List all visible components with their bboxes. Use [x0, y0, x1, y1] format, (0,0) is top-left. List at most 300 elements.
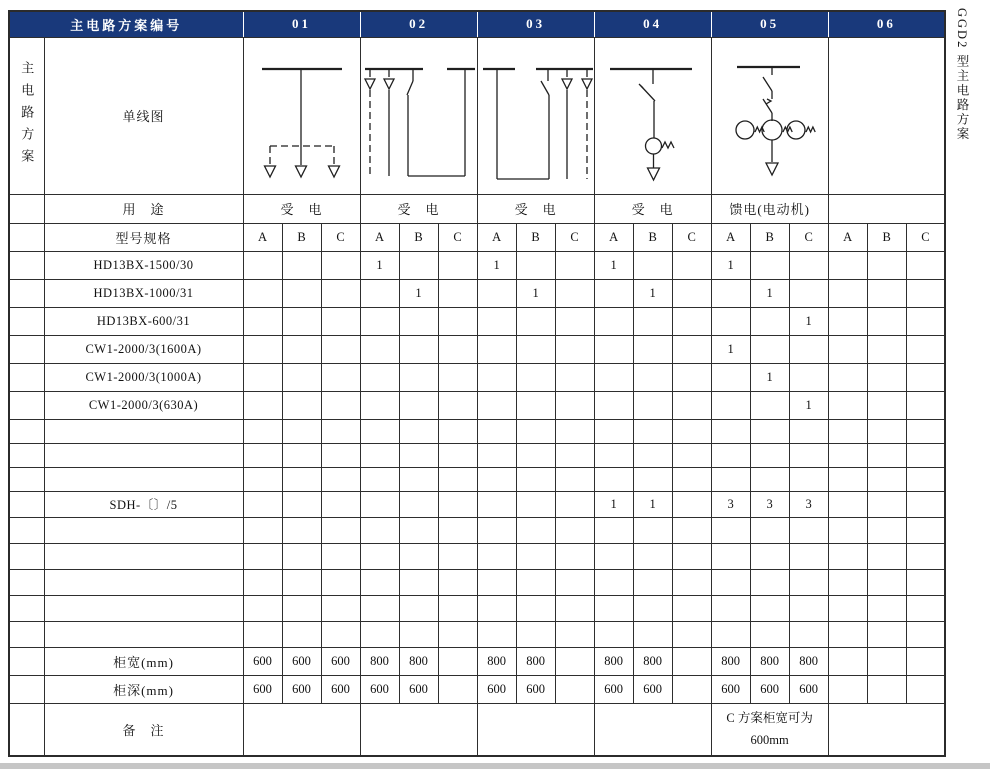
remark-value	[477, 703, 594, 756]
empty-cell	[633, 419, 672, 443]
quantity-cell	[282, 363, 321, 391]
empty-cell	[360, 543, 399, 569]
empty-cell	[750, 543, 789, 569]
depth-value: 600	[789, 675, 828, 703]
empty-cell	[321, 419, 360, 443]
quantity-cell	[321, 363, 360, 391]
quantity-cell	[477, 363, 516, 391]
empty-cell	[828, 569, 867, 595]
side-caption: GGD2 型主电路方案	[955, 8, 969, 142]
quantity-cell	[672, 335, 711, 363]
model-label: CW1-2000/3(630A)	[44, 391, 243, 419]
remark-row	[9, 703, 945, 756]
quantity-cell	[789, 363, 828, 391]
quantity-cell	[321, 279, 360, 307]
quantity-cell	[867, 279, 906, 307]
empty-cell	[672, 595, 711, 621]
model-label: CW1-2000/3(1600A)	[44, 335, 243, 363]
empty-cell	[906, 467, 945, 491]
empty-cell	[711, 543, 750, 569]
quantity-cell	[672, 363, 711, 391]
quantity-cell	[243, 251, 282, 279]
empty-cell	[633, 621, 672, 647]
quantity-cell	[438, 251, 477, 279]
spacer-cell	[9, 419, 44, 443]
spacer-cell	[9, 595, 44, 621]
quantity-cell	[633, 363, 672, 391]
subcol-header: A	[828, 223, 867, 251]
quantity-cell	[516, 491, 555, 517]
empty-cell	[711, 443, 750, 467]
single-line-diagram-05	[711, 37, 828, 194]
empty-cell	[438, 419, 477, 443]
model-row	[9, 391, 945, 419]
table-body-section	[9, 194, 945, 756]
single-line-diagram-06-empty	[828, 37, 945, 194]
quantity-cell	[399, 391, 438, 419]
empty-row	[9, 467, 945, 491]
usage-value: 馈电(电动机)	[711, 194, 828, 223]
empty-cell	[360, 621, 399, 647]
empty-cell	[867, 595, 906, 621]
usage-value: 受 电	[243, 194, 360, 223]
empty-label	[44, 621, 243, 647]
empty-cell	[399, 419, 438, 443]
empty-cell	[243, 467, 282, 491]
quantity-cell	[828, 335, 867, 363]
quantity-cell	[516, 335, 555, 363]
empty-row	[9, 621, 945, 647]
width-value: 800	[399, 647, 438, 675]
subcol-header: B	[282, 223, 321, 251]
usage-row	[9, 194, 945, 223]
bottom-shadow-strip	[0, 763, 990, 769]
empty-cell	[477, 467, 516, 491]
depth-value	[438, 675, 477, 703]
width-value: 800	[477, 647, 516, 675]
subcol-header: A	[594, 223, 633, 251]
empty-cell	[672, 419, 711, 443]
model-row	[9, 307, 945, 335]
usage-label: 用 途	[44, 194, 243, 223]
empty-cell	[321, 621, 360, 647]
sdh-label: SDH-〔〕/5	[44, 491, 243, 517]
model-label: CW1-2000/3(1000A)	[44, 363, 243, 391]
quantity-cell	[360, 491, 399, 517]
empty-cell	[633, 595, 672, 621]
quantity-cell	[282, 491, 321, 517]
empty-row	[9, 569, 945, 595]
subcol-header: A	[711, 223, 750, 251]
quantity-cell	[321, 251, 360, 279]
empty-cell	[828, 595, 867, 621]
width-row	[9, 647, 945, 675]
quantity-cell	[243, 491, 282, 517]
quantity-cell	[906, 251, 945, 279]
quantity-cell: 1	[750, 279, 789, 307]
empty-cell	[750, 517, 789, 543]
empty-cell	[399, 621, 438, 647]
diagram-section	[9, 37, 945, 194]
quantity-cell	[672, 307, 711, 335]
empty-cell	[282, 443, 321, 467]
empty-cell	[633, 467, 672, 491]
quantity-cell	[906, 279, 945, 307]
empty-cell	[828, 621, 867, 647]
usage-value	[828, 194, 945, 223]
empty-cell	[789, 621, 828, 647]
empty-cell	[399, 443, 438, 467]
remark-value	[594, 703, 711, 756]
depth-value: 600	[516, 675, 555, 703]
spacer-cell	[9, 251, 44, 279]
width-value	[438, 647, 477, 675]
left-group-label: 主电路方案	[19, 60, 35, 171]
quantity-cell	[243, 391, 282, 419]
quantity-cell: 1	[516, 279, 555, 307]
quantity-cell	[867, 251, 906, 279]
empty-cell	[750, 443, 789, 467]
quantity-cell	[438, 307, 477, 335]
quantity-cell	[633, 251, 672, 279]
quantity-cell	[594, 391, 633, 419]
header-row	[9, 11, 945, 37]
quantity-cell: 1	[789, 391, 828, 419]
empty-cell	[633, 543, 672, 569]
sdh-row	[9, 491, 945, 517]
empty-cell	[360, 443, 399, 467]
empty-cell	[594, 543, 633, 569]
empty-cell	[243, 517, 282, 543]
quantity-cell: 1	[750, 363, 789, 391]
diagram-row	[9, 37, 945, 194]
quantity-cell	[321, 335, 360, 363]
width-value: 800	[711, 647, 750, 675]
empty-cell	[516, 543, 555, 569]
model-row	[9, 251, 945, 279]
spacer-cell	[9, 647, 44, 675]
quantity-cell	[282, 251, 321, 279]
empty-label	[44, 419, 243, 443]
subcol-header: C	[789, 223, 828, 251]
quantity-cell	[477, 279, 516, 307]
remark-value	[711, 703, 828, 756]
empty-cell	[282, 517, 321, 543]
model-row	[9, 363, 945, 391]
depth-value	[555, 675, 594, 703]
empty-cell	[750, 621, 789, 647]
empty-label	[44, 443, 243, 467]
empty-cell	[516, 595, 555, 621]
quantity-cell	[789, 251, 828, 279]
model-label: HD13BX-600/31	[44, 307, 243, 335]
quantity-cell	[789, 279, 828, 307]
empty-cell	[633, 569, 672, 595]
spacer-cell	[9, 517, 44, 543]
remark-label: 备 注	[44, 703, 243, 756]
quantity-cell	[243, 363, 282, 391]
left-group-cell	[9, 37, 44, 194]
empty-row	[9, 517, 945, 543]
empty-cell	[867, 569, 906, 595]
empty-cell	[594, 569, 633, 595]
empty-cell	[906, 517, 945, 543]
quantity-cell	[321, 391, 360, 419]
empty-cell	[243, 443, 282, 467]
empty-cell	[711, 517, 750, 543]
empty-cell	[672, 467, 711, 491]
quantity-cell	[828, 307, 867, 335]
quantity-cell: 1	[594, 251, 633, 279]
empty-cell	[516, 517, 555, 543]
empty-cell	[711, 419, 750, 443]
spacer-cell	[9, 467, 44, 491]
empty-cell	[477, 569, 516, 595]
empty-cell	[750, 569, 789, 595]
subcol-header: B	[516, 223, 555, 251]
quantity-cell	[360, 363, 399, 391]
quantity-cell	[438, 335, 477, 363]
quantity-cell	[243, 279, 282, 307]
quantity-cell	[828, 391, 867, 419]
subcol-header: B	[750, 223, 789, 251]
spacer-cell	[9, 703, 44, 756]
header-title: 主电路方案编号	[9, 11, 243, 37]
quantity-cell	[633, 307, 672, 335]
empty-cell	[438, 517, 477, 543]
quantity-cell	[750, 391, 789, 419]
empty-cell	[477, 419, 516, 443]
depth-value	[828, 675, 867, 703]
quantity-cell	[360, 279, 399, 307]
empty-row	[9, 419, 945, 443]
empty-row	[9, 595, 945, 621]
empty-cell	[906, 621, 945, 647]
quantity-cell	[672, 251, 711, 279]
circuit-diagram-03-icon	[478, 38, 595, 194]
quantity-cell	[399, 307, 438, 335]
empty-cell	[516, 419, 555, 443]
empty-cell	[282, 569, 321, 595]
quantity-cell	[360, 391, 399, 419]
spacer-cell	[9, 363, 44, 391]
single-line-diagram-03	[477, 37, 594, 194]
empty-row	[9, 543, 945, 569]
quantity-cell	[867, 363, 906, 391]
usage-value: 受 电	[477, 194, 594, 223]
empty-cell	[828, 467, 867, 491]
quantity-cell: 1	[399, 279, 438, 307]
quantity-cell	[438, 391, 477, 419]
empty-cell	[399, 543, 438, 569]
quantity-cell	[477, 335, 516, 363]
quantity-cell	[672, 279, 711, 307]
quantity-cell	[243, 307, 282, 335]
empty-cell	[438, 467, 477, 491]
quantity-cell	[828, 251, 867, 279]
empty-cell	[828, 517, 867, 543]
empty-cell	[906, 569, 945, 595]
empty-cell	[555, 595, 594, 621]
empty-cell	[321, 443, 360, 467]
quantity-cell	[750, 335, 789, 363]
empty-cell	[906, 543, 945, 569]
quantity-cell	[243, 335, 282, 363]
depth-value: 600	[399, 675, 438, 703]
quantity-cell	[906, 307, 945, 335]
single-line-diagram-04	[594, 37, 711, 194]
remark-line: 600mm	[750, 733, 789, 748]
empty-cell	[711, 595, 750, 621]
width-value: 600	[243, 647, 282, 675]
empty-cell	[594, 517, 633, 543]
empty-cell	[321, 543, 360, 569]
empty-cell	[672, 569, 711, 595]
quantity-cell	[282, 307, 321, 335]
empty-cell	[672, 621, 711, 647]
depth-row	[9, 675, 945, 703]
quantity-cell	[906, 363, 945, 391]
quantity-cell	[750, 307, 789, 335]
empty-cell	[477, 595, 516, 621]
depth-value: 600	[633, 675, 672, 703]
empty-cell	[555, 543, 594, 569]
width-value	[867, 647, 906, 675]
quantity-cell: 1	[477, 251, 516, 279]
scheme-number: 03	[477, 11, 594, 37]
quantity-cell	[867, 491, 906, 517]
empty-cell	[906, 595, 945, 621]
quantity-cell	[750, 251, 789, 279]
quantity-cell: 3	[750, 491, 789, 517]
width-value: 800	[594, 647, 633, 675]
quantity-cell	[906, 491, 945, 517]
empty-cell	[243, 621, 282, 647]
depth-value: 600	[360, 675, 399, 703]
model-label: HD13BX-1000/31	[44, 279, 243, 307]
empty-cell	[555, 443, 594, 467]
empty-cell	[243, 569, 282, 595]
empty-cell	[477, 517, 516, 543]
width-value: 600	[282, 647, 321, 675]
depth-value: 600	[594, 675, 633, 703]
empty-cell	[282, 595, 321, 621]
spacer-cell	[9, 675, 44, 703]
empty-label	[44, 569, 243, 595]
empty-cell	[438, 621, 477, 647]
width-label: 柜宽(mm)	[44, 647, 243, 675]
quantity-cell	[399, 363, 438, 391]
table-head-section	[9, 11, 945, 37]
scheme-table	[8, 10, 946, 757]
empty-cell	[789, 467, 828, 491]
subcol-header: A	[360, 223, 399, 251]
spacer-cell	[9, 491, 44, 517]
empty-cell	[243, 419, 282, 443]
empty-cell	[438, 569, 477, 595]
empty-cell	[399, 517, 438, 543]
empty-cell	[594, 595, 633, 621]
scheme-number: 02	[360, 11, 477, 37]
empty-cell	[516, 621, 555, 647]
quantity-cell: 1	[711, 335, 750, 363]
width-value: 800	[633, 647, 672, 675]
spacer-cell	[9, 335, 44, 363]
empty-cell	[828, 543, 867, 569]
subcol-header: A	[477, 223, 516, 251]
depth-value	[906, 675, 945, 703]
depth-value: 600	[711, 675, 750, 703]
spacer-cell	[9, 391, 44, 419]
quantity-cell	[555, 279, 594, 307]
empty-cell	[438, 443, 477, 467]
quantity-cell	[828, 279, 867, 307]
quantity-cell	[438, 279, 477, 307]
empty-cell	[477, 543, 516, 569]
subcol-header: B	[633, 223, 672, 251]
quantity-cell	[477, 307, 516, 335]
width-value	[555, 647, 594, 675]
quantity-cell	[555, 391, 594, 419]
empty-cell	[555, 569, 594, 595]
empty-cell	[789, 595, 828, 621]
empty-cell	[399, 467, 438, 491]
empty-cell	[672, 443, 711, 467]
spacer-cell	[9, 194, 44, 223]
width-value: 800	[516, 647, 555, 675]
remark-value	[828, 703, 945, 756]
empty-cell	[750, 595, 789, 621]
quantity-cell	[594, 363, 633, 391]
quantity-cell	[555, 307, 594, 335]
width-value	[906, 647, 945, 675]
quantity-cell	[399, 491, 438, 517]
circuit-diagram-04-icon	[595, 38, 712, 194]
quantity-cell: 1	[633, 491, 672, 517]
subcol-header: B	[867, 223, 906, 251]
quantity-cell	[672, 491, 711, 517]
empty-cell	[438, 595, 477, 621]
empty-cell	[594, 443, 633, 467]
usage-value: 受 电	[360, 194, 477, 223]
depth-value	[867, 675, 906, 703]
quantity-cell: 1	[594, 491, 633, 517]
empty-cell	[828, 443, 867, 467]
quantity-cell: 1	[360, 251, 399, 279]
scheme-number: 06	[828, 11, 945, 37]
quantity-cell	[867, 391, 906, 419]
quantity-cell	[633, 391, 672, 419]
quantity-cell	[360, 307, 399, 335]
empty-cell	[321, 569, 360, 595]
quantity-cell: 3	[711, 491, 750, 517]
depth-value: 600	[477, 675, 516, 703]
empty-cell	[243, 595, 282, 621]
empty-cell	[750, 467, 789, 491]
quantity-cell	[399, 251, 438, 279]
scheme-number: 01	[243, 11, 360, 37]
subcol-header: B	[399, 223, 438, 251]
quantity-cell	[594, 279, 633, 307]
empty-cell	[555, 621, 594, 647]
empty-label	[44, 595, 243, 621]
quantity-cell	[828, 363, 867, 391]
quantity-cell	[516, 363, 555, 391]
spec-header-label: 型号规格	[44, 223, 243, 251]
empty-cell	[633, 517, 672, 543]
model-row	[9, 335, 945, 363]
empty-cell	[438, 543, 477, 569]
